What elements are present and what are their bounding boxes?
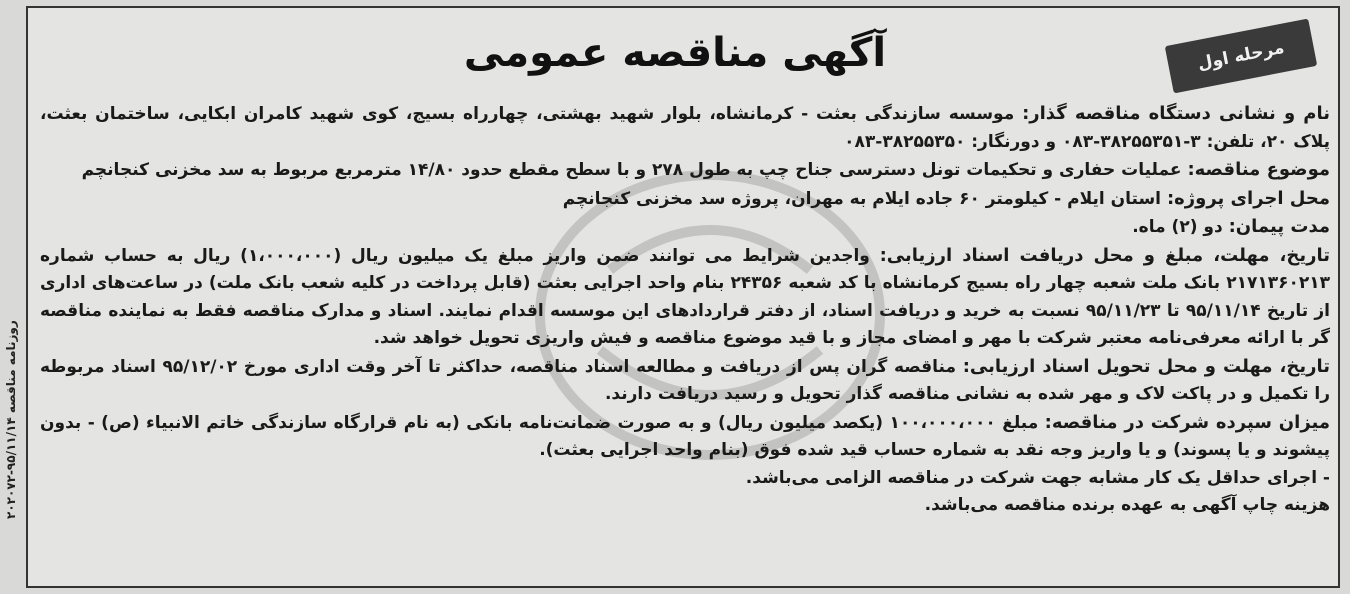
section-print-cost	[40, 492, 1330, 520]
section-deposit	[40, 409, 1330, 465]
section-label: نام و نشانی دستگاه مناقصه گذار:	[1022, 103, 1331, 124]
section-requirement	[40, 465, 1330, 493]
section-text: واجدین شرایط می توانند ضمن واریز مبلغ یک میلیون ریال (۱،۰۰۰،۰۰۰) ریال به حساب شماره ۲۱۷۱۳۶۰۲۱۳ بانک ملت شعبه چهار راه بسیج کرمانشاه با کد شعبه ۲۴۳۵۶ بنام واحد اجرایی بعثت (قابل پرداخت در کلیه شعب بانک ملت) در ساعت‌های اداری از تاریخ ۹۵/۱۱/۱۴ تا ۹۵/۱۱/۲۳ نسبت به خرید و دریافت اسناد، از دفتر قراردادهای این موسسه اقدام نمایند. اسناد و مدارک مناقصه فقط به نماینده مناقصه گر با ارائه معرفی‌نامه معتبر شرکت با مهر و امضای مجاز و با قید موضوع مناقصه و فیش واریزی تحویل خواهد شد.	[40, 245, 1330, 348]
section-label: تاریخ، مهلت و محل تحویل اسناد ارزیابی:	[962, 355, 1330, 377]
section-subject	[40, 156, 1330, 185]
section-text: مناقصه گران پس از دریافت و مطالعه اسناد مناقصه، حداکثر تا آخر وقت اداری مورخ ۹۵/۱۲/۰۲ اسناد مربوطه را تکمیل و در پاکت لاک و مهر شده به نشانی مناقصه گذار تحویل و رسید دریافت دارند.	[40, 356, 1330, 404]
section-text: استان ایلام - کیلومتر ۶۰ جاده ایلام به مهران، پروژه سد مخزنی کنجانچم	[562, 188, 1162, 209]
section-duration	[40, 213, 1330, 242]
section-label: محل اجرای پروژه:	[1166, 187, 1330, 209]
section-text: موسسه سازندگی بعثت - کرمانشاه، بلوار شهید بهشتی، چهارراه بسیج، کوی شهید کامران ابکایی، ساختمان بعثت، پلاک ۲۰، تلفن: ۳-۳۸۲۵۵۳۵۱-۰۸۳ و دورنگار: ۳۸۲۵۵۳۵۰-۰۸۳	[40, 104, 1330, 152]
section-text: عملیات حفاری و تحکیمات تونل دسترسی جناح چپ به طول ۲۷۸ و با سطح مقطع حدود ۱۴/۸۰ مترمربع مربوط به سد مخزنی کنجانچم	[81, 160, 1182, 180]
newspaper-side-caption: روزنامه مناقصه ۹۵/۱۱/۱۴-۲۰۲۰۷۲	[4, 320, 18, 520]
notice-body	[40, 100, 1330, 520]
section-text: - اجرای حداقل یک کار مشابه جهت شرکت در مناقصه الزامی می‌باشد.	[745, 467, 1330, 488]
section-organizer	[40, 100, 1330, 156]
section-label: تاریخ، مهلت، مبلغ و محل دریافت اسناد ارزیابی:	[879, 244, 1331, 266]
section-text: هزینه چاپ آگهی به عهده برنده مناقصه می‌باشد.	[924, 495, 1330, 515]
section-label: مدت پیمان:	[1228, 216, 1330, 237]
section-text: دو (۲) ماه.	[1132, 217, 1223, 237]
section-location	[40, 185, 1330, 214]
stage-badge: مرحله اول	[1165, 19, 1317, 94]
section-document-receipt	[40, 242, 1330, 353]
section-label: میزان سپرده شرکت در مناقصه:	[1044, 411, 1331, 433]
section-label: موضوع مناقصه:	[1187, 159, 1330, 180]
page-title: آگهی مناقصه عمومی	[463, 30, 887, 76]
section-text: مبلغ ۱۰۰،۰۰۰،۰۰۰ (یکصد میلیون ریال) و به صورت ضمانت‌نامه بانکی (به نام قرارگاه سازندگی خاتم الانبیاء (ص) - بدون پیشوند و یا پسوند) و یا واریز وجه نقد به شماره حساب قید شده فوق (بنام واحد اجرایی بعثت).	[40, 412, 1330, 460]
section-document-delivery	[40, 353, 1330, 409]
